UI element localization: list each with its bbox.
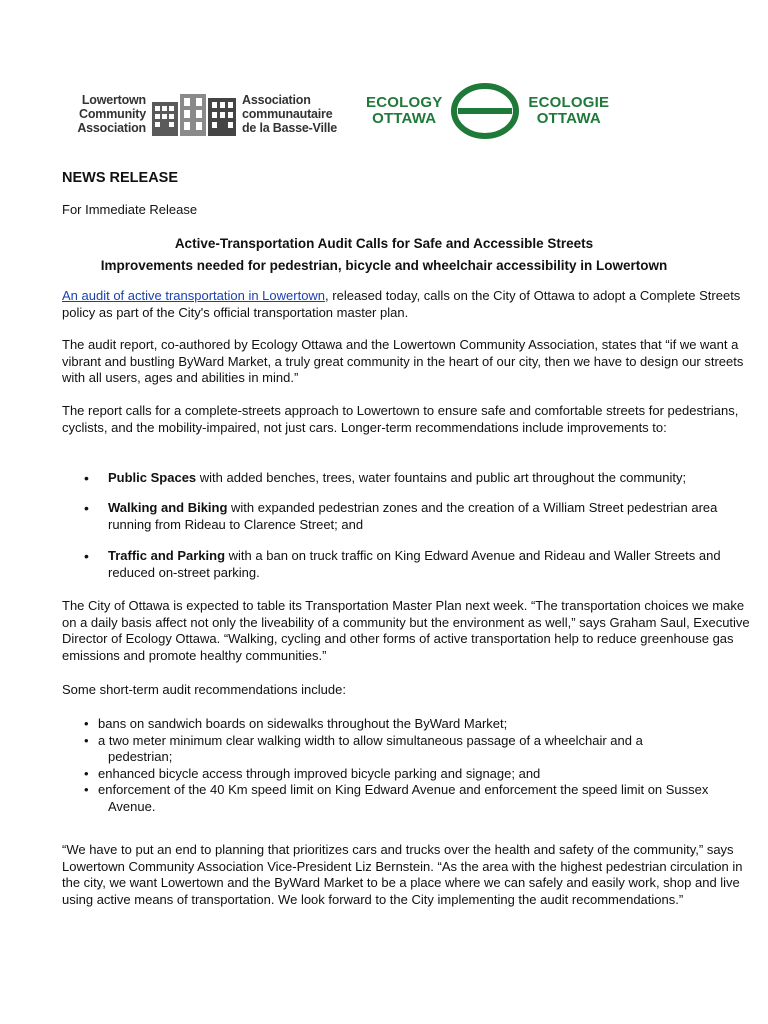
list-item-text: with a ban on truck traffic on King Edward Avenue and Rideau and Waller Streets and reduced on-street parking.: [108, 548, 721, 580]
bullet-icon: •: [84, 548, 89, 564]
bullet-icon: •: [84, 765, 89, 781]
theta-icon: [450, 83, 520, 139]
list-item: [84, 548, 754, 581]
paragraph-audit-report: The audit report, co-authored by Ecology Ottawa and the Lowertown Community Association, states that “if we want a vibrant and bustling ByWard Market, a truly great community in the heart of our city, then we have to design our streets with all users, ages and abilities in mind.”: [62, 337, 744, 385]
bullet-icon: •: [84, 500, 89, 516]
lca-english-name: Lowertown Community Association: [77, 93, 146, 135]
release-title: NEWS RELEASE: [62, 170, 179, 186]
ecology-english-name: ECOLOGY OTTAWA: [366, 94, 443, 127]
paragraph-complete-streets: The report calls for a complete-streets approach to Lowertown to ensure safe and comfortable streets for pedestrians, cyclists, and the mobility-impaired, not just cars. Longer-term recommendations include improvements to:: [62, 403, 739, 435]
bullet-icon: •: [84, 470, 89, 486]
list-item: [84, 500, 754, 533]
paragraph-master-plan: The City of Ottawa is expected to table its Transportation Master Plan next week. “The transportation choices we make on a daily basis affect not only the liveability of a community but the environment as well,” says Graham Saul, Executive Director of Ecology Ottawa. “Walking, cycling and other forms of active transportation help to reduce greenhouse gas emissions and promote healthy communities.”: [62, 598, 750, 663]
list-item-heading: Walking and Biking: [108, 500, 228, 515]
paragraph-quote-bernstein: “We have to put an end to planning that prioritizes cars and trucks over the health and safety of the community,” says Lowertown Community Association Vice-President Liz Bernstein. “As the area with the highest pedestrian circulation in the city, we want Lowertown and the ByWard Market to be a place where we can safely and easily work, shop and live using active means of transportation. We look forward to the City implementing the audit recommendations.”: [62, 842, 743, 907]
ecology-french-name: ECOLOGIE OTTAWA: [528, 94, 610, 127]
bullet-icon: •: [84, 732, 89, 748]
list-item-heading: Traffic and Parking: [108, 548, 226, 563]
headline-title: Active-Transportation Audit Calls for Safe and Accessible Streets: [174, 236, 594, 251]
audit-link[interactable]: An audit of active transportation in Lowertown: [62, 288, 326, 303]
list-item: • a two meter minimum clear walking width to allow simultaneous passage of a wheelchair and a pedestrian;: [84, 732, 643, 764]
bullet-icon: •: [84, 716, 89, 731]
paragraph-intro: [62, 288, 752, 321]
paragraph-short-term-intro: Some short-term audit recommendations include:: [62, 682, 346, 697]
buildings-icon: [150, 92, 238, 136]
list-item-heading: Public Spaces: [108, 470, 197, 485]
ecology-ottawa-logo: [366, 82, 609, 140]
list-item: [84, 470, 754, 487]
list-item: • enhanced bicycle access through improved bicycle parking and signage; and: [84, 765, 541, 781]
list-item: • bans on sandwich boards on sidewalks throughout the ByWard Market;: [84, 716, 508, 731]
list-item-text: with expanded pedestrian zones and the creation of a William Street pedestrian area running from Rideau to Clarence Street; and: [108, 500, 718, 532]
release-timing: For Immediate Release: [62, 202, 198, 217]
list-item: • enforcement of the 40 Km speed limit on King Edward Avenue and enforcement the speed limit on Sussex Avenue.: [84, 782, 709, 814]
list-item-text: with added benches, trees, water fountains and public art throughout the community;: [196, 470, 687, 485]
headline-subtitle: Improvements needed for pedestrian, bicycle and wheelchair accessibility in Lowertown: [100, 258, 668, 273]
paragraph-intro-text: , released today, calls on the City of Ottawa to adopt a Complete Streets policy as part of the City's official transportation master plan.: [62, 288, 741, 320]
bullet-icon: •: [84, 782, 89, 797]
short-term-list: [84, 716, 754, 815]
lca-logo: [66, 92, 354, 136]
lca-french-name: Association communautaire de la Basse-Ville: [242, 93, 338, 135]
